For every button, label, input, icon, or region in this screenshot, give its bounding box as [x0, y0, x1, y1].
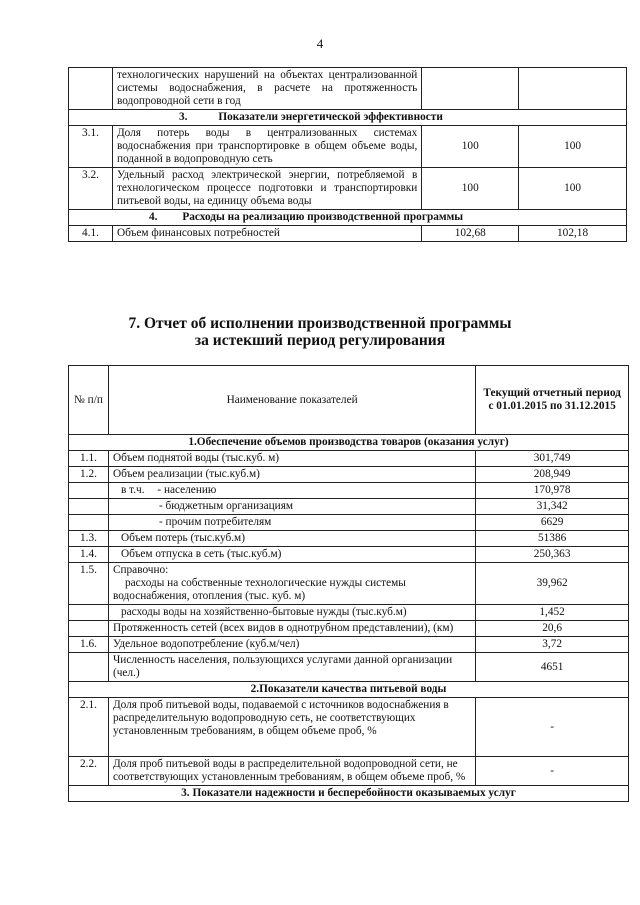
- row-number: 2.1.: [69, 698, 109, 757]
- header-row: [69, 366, 629, 435]
- row-number: 3.2.: [69, 168, 113, 210]
- column-header-name: Наименование показателей: [108, 366, 475, 435]
- column-header-number: № п/п: [69, 366, 109, 435]
- section-heading: [0, 315, 640, 349]
- row-number: 1.6.: [69, 637, 109, 653]
- row-value: 51386: [476, 531, 629, 547]
- row-value: 31,342: [476, 499, 629, 515]
- row-text: Удельное водопотребление (куб.м/чел): [108, 637, 475, 653]
- row-text: Объем потерь (тыс.куб.м): [108, 531, 475, 547]
- page-number: 4: [316, 36, 324, 51]
- section-row: [69, 110, 627, 126]
- section-row: [69, 682, 629, 698]
- section-row: [69, 786, 629, 802]
- table-row: [69, 621, 629, 637]
- table-row: [69, 483, 629, 499]
- row-value: 208,949: [476, 467, 629, 483]
- row-value: 250,363: [476, 547, 629, 563]
- table-row: [69, 451, 629, 467]
- section-row: [69, 435, 629, 451]
- table-row: [69, 168, 627, 210]
- row-text: Численность населения, пользующихся услугами данной организации (чел.): [108, 653, 475, 682]
- row-number: 3.1.: [69, 126, 113, 168]
- row-value: 102,18: [519, 226, 627, 242]
- table-row: [69, 226, 627, 242]
- row-number: 1.3.: [69, 531, 109, 547]
- row-number: 1.2.: [69, 467, 109, 483]
- table-row: [69, 637, 629, 653]
- row-text: Доля проб питьевой воды, подаваемой с источников водоснабжения в распределительную водопроводную сеть, не соответствующих установленным требованиям, в общем объеме проб, %: [108, 698, 475, 757]
- table-row: [69, 515, 629, 531]
- row-text: Удельный расход электрической энергии, потребляемой в технологическом процессе подготовки и транспортировки питьевой воды, на единицу объема воды: [112, 168, 421, 210]
- table-row: [69, 531, 629, 547]
- row-text: Объем реализации (тыс.куб.м): [108, 467, 475, 483]
- row-text: расходы воды на хозяйственно-бытовые нужды (тыс.куб.м): [108, 605, 475, 621]
- table-row: [69, 68, 627, 110]
- row-text: расходы на собственные технологические нужды системы водоснабжения, отопления (тыс. куб. м): [112, 577, 406, 602]
- section-title: Расходы на реализацию производственной программы: [182, 211, 464, 223]
- row-value: 301,749: [476, 451, 629, 467]
- row-text: Протяженность сетей (всех видов в однотрубном представлении), (км): [108, 621, 475, 637]
- row-value: -: [476, 757, 629, 786]
- heading-line: за истекший период регулирования: [194, 332, 446, 349]
- column-header-period: Текущий отчетный период с 01.01.2015 по 31.12.2015: [476, 366, 629, 435]
- section-title: 2.Показатели качества питьевой воды: [69, 682, 629, 698]
- row-text: Объем поднятой воды (тыс.куб. м): [108, 451, 475, 467]
- section-title: Показатели энергетической эффективности: [218, 111, 443, 123]
- row-value: 3,72: [476, 637, 629, 653]
- table-row: [69, 547, 629, 563]
- row-number: 1.1.: [69, 451, 109, 467]
- row-text: Объем отпуска в сеть (тыс.куб.м): [108, 547, 475, 563]
- section-title: 3. Показатели надежности и бесперебойности оказываемых услуг: [69, 786, 629, 802]
- row-value: 100: [422, 168, 519, 210]
- row-value: 4651: [476, 653, 629, 682]
- section-number: 3.: [179, 111, 188, 123]
- row-prefix: в т.ч.: [120, 484, 145, 496]
- table-row: [69, 499, 629, 515]
- row-value: 6629: [476, 515, 629, 531]
- table-row: [69, 605, 629, 621]
- row-value: 100: [519, 168, 627, 210]
- row-value: 102,68: [422, 226, 519, 242]
- indicators-table-continued: [68, 67, 627, 242]
- continued-text: технологических нарушений на объектах централизованной системы водоснабжения, в расчете на протяженность водопроводной сети в год: [112, 68, 421, 110]
- row-text: - населению: [157, 484, 217, 496]
- heading-line: 7. Отчет об исполнении производственной программы: [128, 315, 512, 332]
- row-value: -: [476, 698, 629, 757]
- row-value: 1,452: [476, 605, 629, 621]
- table-row: [69, 698, 629, 757]
- row-number: 2.2.: [69, 757, 109, 786]
- row-text: - прочим потребителям: [108, 515, 475, 531]
- row-value: 20,6: [476, 621, 629, 637]
- table-row: [69, 126, 627, 168]
- row-value: 39,962: [476, 563, 629, 605]
- row-text: - бюджетным организациям: [108, 499, 475, 515]
- section-number: 4.: [149, 211, 158, 223]
- row-text: Доля потерь воды в централизованных системах водоснабжения при транспортировке в общем объеме воды, поданной в водопроводную сеть: [112, 126, 421, 168]
- table-row: [69, 563, 629, 605]
- table-row: [69, 653, 629, 682]
- section-row: [69, 210, 627, 226]
- row-number: 1.5.: [69, 563, 109, 605]
- table-row: [69, 467, 629, 483]
- row-text: Доля проб питьевой воды в распределительной водопроводной сети, не соответствующих установленным требованиям, в общем объеме проб, %: [108, 757, 475, 786]
- row-value: 100: [422, 126, 519, 168]
- row-number: 1.4.: [69, 547, 109, 563]
- row-value: 100: [519, 126, 627, 168]
- row-value: 170,978: [476, 483, 629, 499]
- row-label: Справочно:: [112, 564, 169, 576]
- production-program-report-table: [68, 365, 629, 802]
- table-row: [69, 757, 629, 786]
- section-title: 1.Обеспечение объемов производства товаров (оказания услуг): [69, 435, 629, 451]
- row-text: Объем финансовых потребностей: [112, 226, 421, 242]
- row-number: 4.1.: [69, 226, 113, 242]
